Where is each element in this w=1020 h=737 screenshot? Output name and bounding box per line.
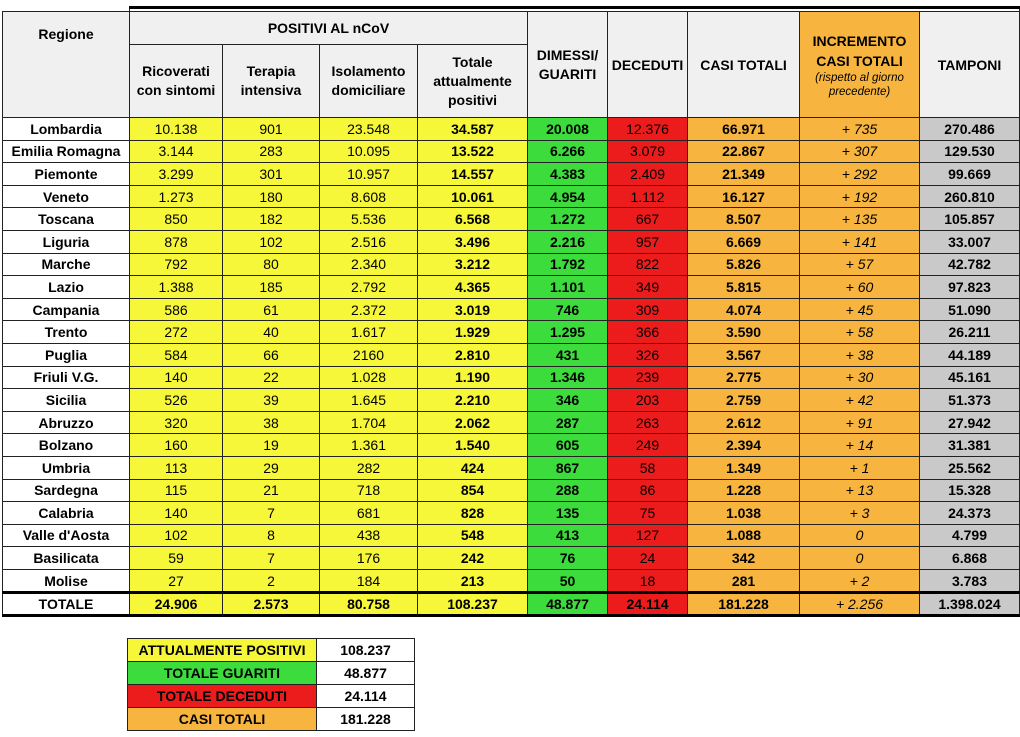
summary-row xyxy=(128,685,415,708)
cell-isolamento: 184 xyxy=(320,569,418,593)
cell-ricoverati: 1.388 xyxy=(130,276,223,299)
cell-terapia: 40 xyxy=(223,321,320,344)
total-incremento: + 2.256 xyxy=(800,593,920,616)
cell-deceduti: 75 xyxy=(608,502,688,525)
summary-value: 108.237 xyxy=(317,639,415,662)
cell-dimessi: 346 xyxy=(528,389,608,412)
cell-ricoverati: 10.138 xyxy=(130,118,223,141)
table-row xyxy=(3,321,1020,344)
cell-terapia: 7 xyxy=(223,502,320,525)
cell-totale-positivi: 828 xyxy=(418,502,528,525)
cell-incremento: + 735 xyxy=(800,118,920,141)
cell-tamponi: 270.486 xyxy=(920,118,1020,141)
cell-ricoverati: 272 xyxy=(130,321,223,344)
cell-regione: Friuli V.G. xyxy=(3,366,130,389)
cell-totale-positivi: 3.212 xyxy=(418,253,528,276)
cell-totale-positivi: 1.190 xyxy=(418,366,528,389)
cell-tamponi: 51.090 xyxy=(920,298,1020,321)
cell-deceduti: 1.112 xyxy=(608,185,688,208)
cell-incremento: + 58 xyxy=(800,321,920,344)
cell-ricoverati: 526 xyxy=(130,389,223,412)
cell-regione: Lazio xyxy=(3,276,130,299)
cell-tamponi: 24.373 xyxy=(920,502,1020,525)
cell-totale-positivi: 2.062 xyxy=(418,411,528,434)
cell-deceduti: 349 xyxy=(608,276,688,299)
header-dimessi: DIMESSI/ GUARITI xyxy=(528,12,608,118)
cell-isolamento: 176 xyxy=(320,547,418,570)
header-positivi-group: POSITIVI AL nCoV xyxy=(130,12,528,45)
cell-deceduti: 3.079 xyxy=(608,140,688,163)
cell-isolamento: 5.536 xyxy=(320,208,418,231)
cell-tamponi: 45.161 xyxy=(920,366,1020,389)
cell-regione: Sicilia xyxy=(3,389,130,412)
table-row xyxy=(3,185,1020,208)
cell-isolamento: 2.340 xyxy=(320,253,418,276)
cell-tamponi: 4.799 xyxy=(920,524,1020,547)
cell-incremento: + 192 xyxy=(800,185,920,208)
cell-tamponi: 26.211 xyxy=(920,321,1020,344)
cell-ricoverati: 59 xyxy=(130,547,223,570)
cell-ricoverati: 320 xyxy=(130,411,223,434)
cell-totale-positivi: 13.522 xyxy=(418,140,528,163)
cell-tamponi: 129.530 xyxy=(920,140,1020,163)
cell-regione: Trento xyxy=(3,321,130,344)
cell-ricoverati: 1.273 xyxy=(130,185,223,208)
table-row xyxy=(3,163,1020,186)
cell-totale-positivi: 1.929 xyxy=(418,321,528,344)
cell-casi-totali: 1.349 xyxy=(688,456,800,479)
cell-dimessi: 1.272 xyxy=(528,208,608,231)
cell-incremento: + 38 xyxy=(800,343,920,366)
table-row xyxy=(3,230,1020,253)
cell-isolamento: 10.957 xyxy=(320,163,418,186)
cell-incremento: 0 xyxy=(800,524,920,547)
cell-regione: Puglia xyxy=(3,343,130,366)
cell-incremento: + 135 xyxy=(800,208,920,231)
cell-terapia: 2 xyxy=(223,569,320,593)
table-row xyxy=(3,456,1020,479)
total-ricoverati: 24.906 xyxy=(130,593,223,616)
cell-deceduti: 18 xyxy=(608,569,688,593)
cell-dimessi: 287 xyxy=(528,411,608,434)
summary-label: ATTUALMENTE POSITIVI xyxy=(128,639,317,662)
cell-incremento: + 2 xyxy=(800,569,920,593)
cell-casi-totali: 5.826 xyxy=(688,253,800,276)
cell-totale-positivi: 4.365 xyxy=(418,276,528,299)
cell-ricoverati: 27 xyxy=(130,569,223,593)
cell-casi-totali: 66.971 xyxy=(688,118,800,141)
table-row xyxy=(3,343,1020,366)
cell-tamponi: 97.823 xyxy=(920,276,1020,299)
cell-dimessi: 867 xyxy=(528,456,608,479)
cell-tamponi: 42.782 xyxy=(920,253,1020,276)
cell-terapia: 102 xyxy=(223,230,320,253)
cell-ricoverati: 586 xyxy=(130,298,223,321)
cell-dimessi: 1.101 xyxy=(528,276,608,299)
cell-totale-positivi: 213 xyxy=(418,569,528,593)
cell-tamponi: 33.007 xyxy=(920,230,1020,253)
cell-tamponi: 31.381 xyxy=(920,434,1020,457)
cell-ricoverati: 3.144 xyxy=(130,140,223,163)
table-row xyxy=(3,366,1020,389)
cell-ricoverati: 584 xyxy=(130,343,223,366)
cell-terapia: 29 xyxy=(223,456,320,479)
cell-dimessi: 1.346 xyxy=(528,366,608,389)
cell-tamponi: 25.562 xyxy=(920,456,1020,479)
header-incremento-note: (rispetto al giorno precedente) xyxy=(815,71,904,98)
table-row xyxy=(3,434,1020,457)
header-incremento xyxy=(800,12,920,118)
cell-terapia: 901 xyxy=(223,118,320,141)
total-row xyxy=(3,593,1020,616)
cell-regione: Abruzzo xyxy=(3,411,130,434)
cell-regione: Piemonte xyxy=(3,163,130,186)
total-regione: TOTALE xyxy=(3,593,130,616)
table-row xyxy=(3,118,1020,141)
summary-row xyxy=(128,662,415,685)
cell-tamponi: 3.783 xyxy=(920,569,1020,593)
cell-incremento: + 14 xyxy=(800,434,920,457)
cell-isolamento: 23.548 xyxy=(320,118,418,141)
total-dimessi: 48.877 xyxy=(528,593,608,616)
cell-deceduti: 12.376 xyxy=(608,118,688,141)
cell-tamponi: 260.810 xyxy=(920,185,1020,208)
cell-ricoverati: 115 xyxy=(130,479,223,502)
total-tamponi: 1.398.024 xyxy=(920,593,1020,616)
cell-incremento: + 307 xyxy=(800,140,920,163)
cell-isolamento: 1.617 xyxy=(320,321,418,344)
table-row xyxy=(3,298,1020,321)
cell-isolamento: 438 xyxy=(320,524,418,547)
cell-incremento: + 3 xyxy=(800,502,920,525)
table-row xyxy=(3,479,1020,502)
cell-incremento: + 60 xyxy=(800,276,920,299)
cell-tamponi: 27.942 xyxy=(920,411,1020,434)
cell-dimessi: 4.954 xyxy=(528,185,608,208)
cell-regione: Calabria xyxy=(3,502,130,525)
summary-row xyxy=(128,639,415,662)
cell-deceduti: 957 xyxy=(608,230,688,253)
cell-isolamento: 10.095 xyxy=(320,140,418,163)
cell-casi-totali: 2.612 xyxy=(688,411,800,434)
cell-deceduti: 249 xyxy=(608,434,688,457)
cell-dimessi: 4.383 xyxy=(528,163,608,186)
cell-terapia: 21 xyxy=(223,479,320,502)
cell-incremento: + 30 xyxy=(800,366,920,389)
cell-tamponi: 6.868 xyxy=(920,547,1020,570)
cell-casi-totali: 6.669 xyxy=(688,230,800,253)
cell-regione: Liguria xyxy=(3,230,130,253)
cell-tamponi: 99.669 xyxy=(920,163,1020,186)
cell-dimessi: 1.792 xyxy=(528,253,608,276)
cell-casi-totali: 3.590 xyxy=(688,321,800,344)
total-deceduti: 24.114 xyxy=(608,593,688,616)
cell-terapia: 182 xyxy=(223,208,320,231)
cell-casi-totali: 281 xyxy=(688,569,800,593)
cell-dimessi: 605 xyxy=(528,434,608,457)
cell-casi-totali: 2.394 xyxy=(688,434,800,457)
cell-casi-totali: 342 xyxy=(688,547,800,570)
cell-terapia: 283 xyxy=(223,140,320,163)
cell-ricoverati: 792 xyxy=(130,253,223,276)
cell-regione: Umbria xyxy=(3,456,130,479)
cell-isolamento: 2.792 xyxy=(320,276,418,299)
cell-terapia: 19 xyxy=(223,434,320,457)
cell-ricoverati: 140 xyxy=(130,366,223,389)
cell-deceduti: 2.409 xyxy=(608,163,688,186)
cell-totale-positivi: 3.019 xyxy=(418,298,528,321)
table-row xyxy=(3,208,1020,231)
cell-totale-positivi: 10.061 xyxy=(418,185,528,208)
cell-terapia: 39 xyxy=(223,389,320,412)
header-totale-positivi: Totale attualmente positivi xyxy=(418,45,528,118)
cell-isolamento: 2.372 xyxy=(320,298,418,321)
cell-ricoverati: 878 xyxy=(130,230,223,253)
cell-totale-positivi: 2.810 xyxy=(418,343,528,366)
cell-dimessi: 6.266 xyxy=(528,140,608,163)
header-isolamento: Isolamento domiciliare xyxy=(320,45,418,118)
cell-deceduti: 366 xyxy=(608,321,688,344)
cell-tamponi: 44.189 xyxy=(920,343,1020,366)
cell-terapia: 61 xyxy=(223,298,320,321)
cell-deceduti: 86 xyxy=(608,479,688,502)
cell-deceduti: 24 xyxy=(608,547,688,570)
cell-casi-totali: 1.228 xyxy=(688,479,800,502)
cell-isolamento: 681 xyxy=(320,502,418,525)
cell-ricoverati: 140 xyxy=(130,502,223,525)
cell-dimessi: 20.008 xyxy=(528,118,608,141)
header-terapia: Terapia intensiva xyxy=(223,45,320,118)
header-tamponi: TAMPONI xyxy=(920,12,1020,118)
cell-regione: Basilicata xyxy=(3,547,130,570)
cell-regione: Valle d'Aosta xyxy=(3,524,130,547)
cell-terapia: 80 xyxy=(223,253,320,276)
cell-isolamento: 1.028 xyxy=(320,366,418,389)
cell-totale-positivi: 854 xyxy=(418,479,528,502)
cell-tamponi: 15.328 xyxy=(920,479,1020,502)
table-row xyxy=(3,502,1020,525)
cell-totale-positivi: 1.540 xyxy=(418,434,528,457)
cell-isolamento: 718 xyxy=(320,479,418,502)
cell-totale-positivi: 6.568 xyxy=(418,208,528,231)
cell-casi-totali: 1.088 xyxy=(688,524,800,547)
table-row xyxy=(3,524,1020,547)
cell-dimessi: 135 xyxy=(528,502,608,525)
summary-value: 181.228 xyxy=(317,708,415,731)
table-row xyxy=(3,569,1020,593)
cell-casi-totali: 2.759 xyxy=(688,389,800,412)
cell-incremento: 0 xyxy=(800,547,920,570)
cell-casi-totali: 16.127 xyxy=(688,185,800,208)
cell-casi-totali: 8.507 xyxy=(688,208,800,231)
cell-totale-positivi: 34.587 xyxy=(418,118,528,141)
cell-isolamento: 2.516 xyxy=(320,230,418,253)
header-regione: Regione xyxy=(3,12,130,118)
cell-isolamento: 282 xyxy=(320,456,418,479)
total-isolamento: 80.758 xyxy=(320,593,418,616)
summary-table xyxy=(127,638,415,731)
summary-row xyxy=(128,708,415,731)
total-terapia: 2.573 xyxy=(223,593,320,616)
cell-regione: Toscana xyxy=(3,208,130,231)
cell-tamponi: 105.857 xyxy=(920,208,1020,231)
cell-ricoverati: 102 xyxy=(130,524,223,547)
summary-value: 48.877 xyxy=(317,662,415,685)
cell-ricoverati: 113 xyxy=(130,456,223,479)
cell-casi-totali: 22.867 xyxy=(688,140,800,163)
cell-ricoverati: 3.299 xyxy=(130,163,223,186)
cell-isolamento: 1.361 xyxy=(320,434,418,457)
cell-isolamento: 1.645 xyxy=(320,389,418,412)
cell-deceduti: 667 xyxy=(608,208,688,231)
table-row xyxy=(3,547,1020,570)
header-casi-totali: CASI TOTALI xyxy=(688,12,800,118)
cell-deceduti: 203 xyxy=(608,389,688,412)
cell-terapia: 180 xyxy=(223,185,320,208)
summary-label: CASI TOTALI xyxy=(128,708,317,731)
cell-casi-totali: 21.349 xyxy=(688,163,800,186)
cell-incremento: + 45 xyxy=(800,298,920,321)
cell-regione: Emilia Romagna xyxy=(3,140,130,163)
cell-casi-totali: 5.815 xyxy=(688,276,800,299)
table-row xyxy=(3,411,1020,434)
cell-dimessi: 1.295 xyxy=(528,321,608,344)
cell-totale-positivi: 3.496 xyxy=(418,230,528,253)
cell-terapia: 185 xyxy=(223,276,320,299)
cell-dimessi: 413 xyxy=(528,524,608,547)
cell-terapia: 8 xyxy=(223,524,320,547)
cell-regione: Veneto xyxy=(3,185,130,208)
cell-incremento: + 42 xyxy=(800,389,920,412)
table-row xyxy=(3,253,1020,276)
cell-deceduti: 326 xyxy=(608,343,688,366)
cell-totale-positivi: 548 xyxy=(418,524,528,547)
cell-incremento: + 91 xyxy=(800,411,920,434)
cell-regione: Bolzano xyxy=(3,434,130,457)
cell-casi-totali: 2.775 xyxy=(688,366,800,389)
cell-dimessi: 746 xyxy=(528,298,608,321)
cell-terapia: 66 xyxy=(223,343,320,366)
cell-incremento: + 292 xyxy=(800,163,920,186)
header-deceduti: DECEDUTI xyxy=(608,12,688,118)
cell-terapia: 7 xyxy=(223,547,320,570)
cell-deceduti: 239 xyxy=(608,366,688,389)
cell-casi-totali: 4.074 xyxy=(688,298,800,321)
cell-regione: Campania xyxy=(3,298,130,321)
cell-totale-positivi: 14.557 xyxy=(418,163,528,186)
total-totale-positivi: 108.237 xyxy=(418,593,528,616)
covid-data-table xyxy=(2,6,1020,617)
cell-dimessi: 76 xyxy=(528,547,608,570)
cell-deceduti: 822 xyxy=(608,253,688,276)
summary-value: 24.114 xyxy=(317,685,415,708)
cell-terapia: 301 xyxy=(223,163,320,186)
cell-totale-positivi: 424 xyxy=(418,456,528,479)
cell-ricoverati: 160 xyxy=(130,434,223,457)
header-ricoverati: Ricoverati con sintomi xyxy=(130,45,223,118)
cell-deceduti: 309 xyxy=(608,298,688,321)
cell-terapia: 22 xyxy=(223,366,320,389)
summary-label: TOTALE GUARITI xyxy=(128,662,317,685)
cell-incremento: + 1 xyxy=(800,456,920,479)
table-row xyxy=(3,140,1020,163)
cell-isolamento: 1.704 xyxy=(320,411,418,434)
cell-deceduti: 58 xyxy=(608,456,688,479)
cell-dimessi: 2.216 xyxy=(528,230,608,253)
summary-label: TOTALE DECEDUTI xyxy=(128,685,317,708)
table-row xyxy=(3,389,1020,412)
table-row xyxy=(3,276,1020,299)
cell-incremento: + 13 xyxy=(800,479,920,502)
total-casi-totali: 181.228 xyxy=(688,593,800,616)
cell-casi-totali: 1.038 xyxy=(688,502,800,525)
cell-totale-positivi: 242 xyxy=(418,547,528,570)
cell-incremento: + 57 xyxy=(800,253,920,276)
cell-terapia: 38 xyxy=(223,411,320,434)
cell-regione: Molise xyxy=(3,569,130,593)
cell-regione: Marche xyxy=(3,253,130,276)
cell-casi-totali: 3.567 xyxy=(688,343,800,366)
cell-totale-positivi: 2.210 xyxy=(418,389,528,412)
cell-dimessi: 431 xyxy=(528,343,608,366)
cell-isolamento: 8.608 xyxy=(320,185,418,208)
cell-deceduti: 127 xyxy=(608,524,688,547)
header-incremento-title: INCREMENTO CASI TOTALI xyxy=(812,32,907,69)
cell-ricoverati: 850 xyxy=(130,208,223,231)
cell-deceduti: 263 xyxy=(608,411,688,434)
cell-incremento: + 141 xyxy=(800,230,920,253)
cell-dimessi: 50 xyxy=(528,569,608,593)
cell-tamponi: 51.373 xyxy=(920,389,1020,412)
cell-regione: Sardegna xyxy=(3,479,130,502)
cell-regione: Lombardia xyxy=(3,118,130,141)
cell-isolamento: 2160 xyxy=(320,343,418,366)
cell-dimessi: 288 xyxy=(528,479,608,502)
